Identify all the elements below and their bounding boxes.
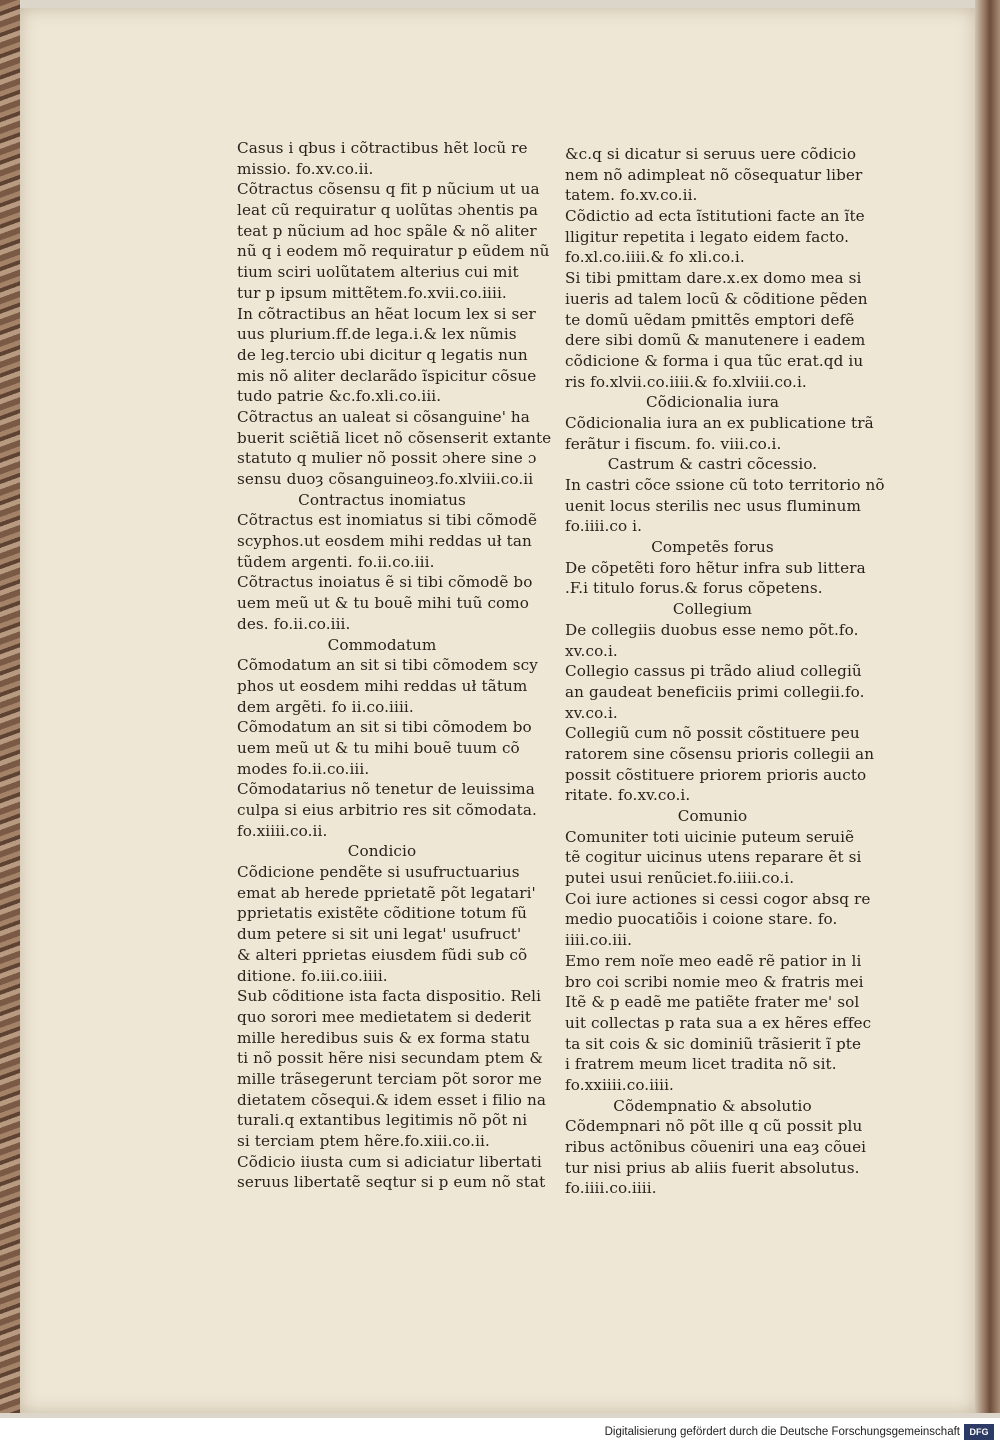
text-line: mis nõ aliter declarãdo ĩspicitur cõsue <box>237 366 537 385</box>
section-heading: Competẽs forus <box>651 538 774 557</box>
text-line: tur p ipsum mittẽtem.fo.xvii.co.iiii. <box>237 283 507 302</box>
funding-footer <box>0 1418 1000 1446</box>
section-heading: Castrum & castri cõcessio. <box>607 455 818 474</box>
text-line: si terciam ptem hẽre.fo.xiii.co.ii. <box>237 1132 490 1150</box>
text-line: & alteri pprietas eiusdem fũdi sub cõ <box>237 945 528 964</box>
text-line: pprietatis existẽte cõditione totum fũ <box>237 904 527 923</box>
text-line: tatem. fo.xv.co.ii. <box>565 186 698 205</box>
text-line: Si tibi pmittam dare.x.ex domo mea si <box>565 269 862 288</box>
text-line: te domũ uẽdam pmittẽs emptori defẽ <box>565 310 855 329</box>
text-line: ditione. fo.iii.co.iiii. <box>237 966 388 985</box>
text-line: ribus actõnibus cõueniri una eaȝ cõuei <box>565 1138 867 1156</box>
section-heading: Cõdicionalia iura <box>646 393 779 412</box>
text-line: fo.xiiii.co.ii. <box>237 821 328 840</box>
text-line: phos ut eosdem mihi reddas uł tãtum <box>237 676 528 695</box>
text-column-left <box>237 138 552 1193</box>
text-line: uem meũ ut & tu bouẽ mihi tuũ como <box>237 594 530 613</box>
text-line: Cõdempnari nõ põt ille q cũ possit plu <box>565 1117 863 1136</box>
text-line: mille heredibus suis & ex forma statu <box>237 1028 531 1047</box>
text-line: uenit locus sterilis nec usus fluminum <box>565 496 861 515</box>
text-line: Cõdicione pendẽte si usufructuarius <box>237 863 520 882</box>
text-line: &c.q si dicatur si seruus uere cõdicio <box>565 145 857 163</box>
text-column-right <box>565 144 885 1199</box>
text-line: tudo patrie &c.fo.xli.co.iii. <box>237 387 442 406</box>
page-right-edge <box>975 0 1000 1413</box>
text-line: seruus libertatẽ seqtur si p eum nõ stat <box>237 1173 546 1192</box>
text-line: uus plurium.ff.de lega.i.& lex nũmis <box>237 325 517 344</box>
section-heading: Contractus inomiatus <box>298 490 466 509</box>
text-line: lligitur repetita i legato eidem facto. <box>565 227 850 246</box>
section-heading: Commodatum <box>327 635 437 654</box>
text-line: scyphos.ut eosdem mihi reddas uł tan <box>237 532 532 551</box>
text-line: fo.iiii.co.iiii. <box>565 1179 657 1198</box>
text-line: sensu duoȝ cõsanguineoȝ.fo.xlviii.co.ii <box>237 470 534 488</box>
text-line: Cõdicio iiusta cum si adiciatur libertati <box>237 1152 542 1171</box>
book-binding-edge <box>0 0 20 1413</box>
text-line: Cõtractus an ualeat si cõsanguine' ha <box>237 407 530 426</box>
text-line: ris fo.xlvii.co.iiii.& fo.xlviii.co.i. <box>565 372 807 391</box>
text-line: buerit sciẽtiã licet nõ cõsenserit extante <box>237 428 552 447</box>
text-line: Cõmodatum an sit si tibi cõmodem scy <box>237 656 538 675</box>
text-line: fo.xl.co.iiii.& fo xli.co.i. <box>565 248 745 267</box>
text-line: iueris ad talem locũ & cõditione pẽden <box>565 289 868 308</box>
text-line: uem meũ ut & tu mihi bouẽ tuum cõ <box>237 738 520 757</box>
text-line: cõdicione & forma i qua tũc erat.qd iu <box>565 351 864 370</box>
text-line: turali.q extantibus legitimis nõ põt ni <box>237 1111 528 1130</box>
text-line: iiii.co.iii. <box>565 931 633 950</box>
text-line: nem nõ adimpleat nõ cõsequatur liber <box>565 165 863 184</box>
section-heading: Collegium <box>672 600 753 619</box>
text-line: possit cõstituere priorem prioris aucto <box>565 765 867 784</box>
text-line: statuto q mulier nõ possit ɔhere sine ɔ <box>237 449 537 468</box>
text-line: teat p nũcium ad hoc spãle & nõ aliter <box>237 221 537 240</box>
text-line: De collegiis duobus esse nemo põt.fo. <box>565 620 859 639</box>
text-line: modes fo.ii.co.iii. <box>237 759 370 778</box>
text-line: ratorem sine cõsensu prioris collegii an <box>565 744 875 763</box>
text-line: mille trãsegerunt terciam põt soror me <box>237 1069 542 1088</box>
text-line: In cõtractibus an hẽat locum lex si ser <box>237 304 536 323</box>
text-line: xv.co.i. <box>565 703 618 722</box>
text-line: dere sibi domũ & manutenere i eadem <box>565 331 866 350</box>
text-line: De cõpetẽti foro hẽtur infra sub littera <box>565 558 866 577</box>
text-line: Cõtractus est inomiatus si tibi cõmodẽ <box>237 511 538 530</box>
text-line: quo sorori mee medietatem si dederit <box>237 1007 532 1026</box>
text-line: .F.i titulo forus.& forus cõpetens. <box>565 579 823 598</box>
section-heading: Condicio <box>347 842 417 861</box>
text-line: i fratrem meum licet tradita nõ sit. <box>565 1055 837 1074</box>
text-line: tẽ cogitur uicinus utens reparare ẽt si <box>565 848 862 867</box>
text-line: Cõmodatarius nõ tenetur de leuissima <box>237 780 535 799</box>
text-line: Cõdicionalia iura an ex publicatione trã <box>565 413 874 432</box>
text-line: tium sciri uolũtatem alterius cui mit <box>237 263 519 282</box>
section-heading: Comunio <box>677 807 748 825</box>
text-line: ta sit cois & sic dominiũ trãsierit ĩ pte <box>565 1034 862 1053</box>
text-line: tur nisi prius ab aliis fuerit absolutus. <box>565 1158 860 1177</box>
text-line: Coi iure actiones si cessi cogor absq re <box>565 889 871 908</box>
text-line: Sub cõditione ista facta dispositio. Reli <box>237 987 542 1006</box>
text-line: uit collectas p rata sua a ex hẽres effec <box>565 1013 872 1032</box>
text-line: Cõmodatum an sit si tibi cõmodem bo <box>237 718 532 737</box>
text-line: des. fo.ii.co.iii. <box>237 614 351 633</box>
text-line: In castri cõce ssione cũ toto territorio nõ <box>565 476 885 494</box>
dfg-logo: DFG <box>964 1424 994 1440</box>
text-line: fo.iiii.co i. <box>565 517 643 536</box>
text-line: Casus i qbus i cõtractibus hẽt locũ re <box>237 139 528 157</box>
text-line: Emo rem noĩe meo eadẽ rẽ patior in li <box>565 951 862 970</box>
text-line: dem argẽti. fo ii.co.iiii. <box>237 697 414 716</box>
text-line: ti nõ possit hẽre nisi secundam ptem & <box>237 1049 543 1068</box>
text-line: Cõdictio ad ecta ĩstitutioni facte an ĩte <box>565 207 865 226</box>
text-line: ritate. fo.xv.co.i. <box>565 786 691 805</box>
text-line: putei usui renũciet.fo.iiii.co.i. <box>565 869 795 888</box>
text-line: Cõtractus cõsensu q fit p nũcium ut ua <box>237 180 540 199</box>
text-line: dum petere si sit uni legat' usufruct' <box>237 925 522 944</box>
text-line: emat ab herede pprietatẽ põt legatari' <box>237 883 536 902</box>
funding-credit: Digitalisierung gefördert durch die Deutsche Forschungsgemeinschaft <box>604 1426 960 1438</box>
text-line: de leg.tercio ubi dicitur q legatis nun <box>237 345 528 364</box>
text-line: missio. fo.xv.co.ii. <box>237 159 374 178</box>
text-line: Itẽ & p eadẽ me patiẽte frater me' sol <box>565 993 860 1012</box>
text-line: Cõtractus inoiatus ẽ si tibi cõmodẽ bo <box>237 573 533 592</box>
text-line: Collegio cassus pi trãdo aliud collegiũ <box>565 662 862 681</box>
text-line: an gaudeat beneficiis primi collegii.fo. <box>565 682 865 701</box>
text-line: bro coi scribi nomie meo & fratris mei <box>565 972 864 991</box>
text-line: leat cũ requiratur q uolũtas ɔhentis pa <box>237 201 539 220</box>
text-line: xv.co.i. <box>565 641 618 660</box>
text-line: Collegiũ cum nõ possit cõstituere peu <box>565 724 860 743</box>
text-line: Comuniter toti uicinie puteum seruiẽ <box>565 827 855 846</box>
text-line: tũdem argenti. fo.ii.co.iii. <box>237 552 435 571</box>
text-line: culpa si eius arbitrio res sit cõmodata. <box>237 801 537 819</box>
text-line: medio puocatiõis i coione stare. fo. <box>565 910 838 929</box>
text-line: ferãtur i fiscum. fo. viii.co.i. <box>565 434 782 453</box>
text-line: fo.xxiiii.co.iiii. <box>565 1075 674 1094</box>
section-heading: Cõdempnatio & absolutio <box>613 1096 812 1115</box>
text-line: dietatem cõsequi.& idem esset i filio na <box>237 1090 546 1109</box>
text-line: nũ q i eodem mõ requiratur p eũdem nũ <box>237 242 550 261</box>
